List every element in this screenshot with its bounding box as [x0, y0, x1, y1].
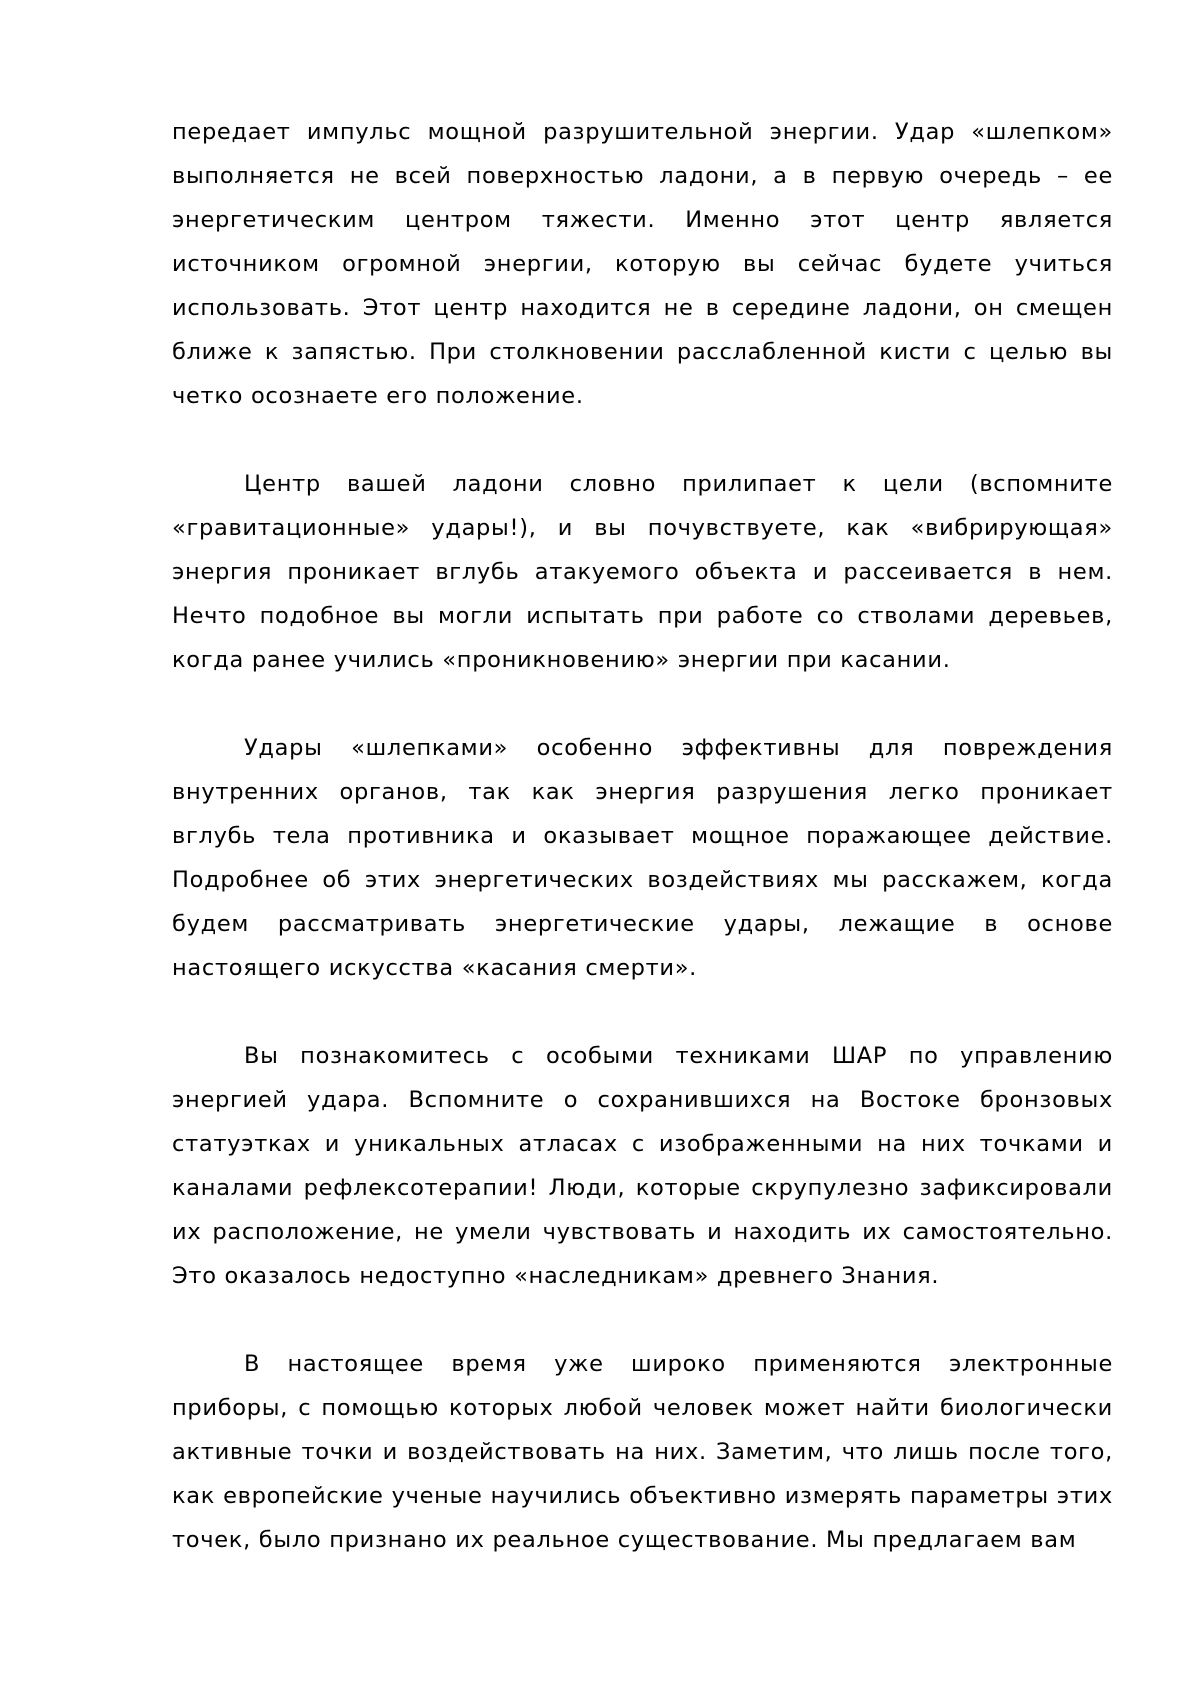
paragraph-1: передает импульс мощной разрушительной энергии. Удар «шлепком» выполняется не всей поверхностью ладони, а в первую очередь – ее энергетическим центром тяжести. Именно этот центр является источником огромной энергии, которую вы сейчас будете учиться использовать. Этот центр находится не в середине ладони, он смещен ближе к запястью. При столкновении расслабленной кисти с целью вы четко осознаете его положение.	[172, 119, 1113, 409]
paragraph-5: В настоящее время уже широко применяются электронные приборы, с помощью которых любой человек может найти биологически активные точки и воздействовать на них. Заметим, что лишь после того, как европейские ученые научились объективно измерять параметры этих точек, было признано их реальное существование. Мы предлагаем вам	[172, 1351, 1113, 1553]
paragraph-4: Вы познакомитесь с особыми техниками ШАР по управлению энергией удара. Вспомните о сохранившихся на Востоке бронзовых статуэтках и уникальных атласах с изображенными на них точками и каналами рефлексотерапии! Люди, которые скрупулезно зафиксировали их расположение, не умели чувствовать и находить их самостоятельно. Это оказалось недоступно «наследникам» древнего Знания.	[172, 1043, 1113, 1289]
paragraph-3: Удары «шлепками» особенно эффективны для повреждения внутренних органов, так как энергия разрушения легко проникает вглубь тела противника и оказывает мощное поражающее действие. Подробнее об этих энергетических воздействиях мы расскажем, когда будем рассматривать энергетические удары, лежащие в основе настоящего искусства «касания смерти».	[172, 735, 1113, 981]
paragraph-2: Центр вашей ладони словно прилипает к цели (вспомните «гравитационные» удары!), и вы почувствуете, как «вибрирующая» энергия проникает вглубь атакуемого объекта и рассеивается в нем. Нечто подобное вы могли испытать при работе со стволами деревьев, когда ранее учились «проникновению» энергии при касании.	[172, 471, 1113, 673]
body-text	[172, 110, 1113, 1562]
